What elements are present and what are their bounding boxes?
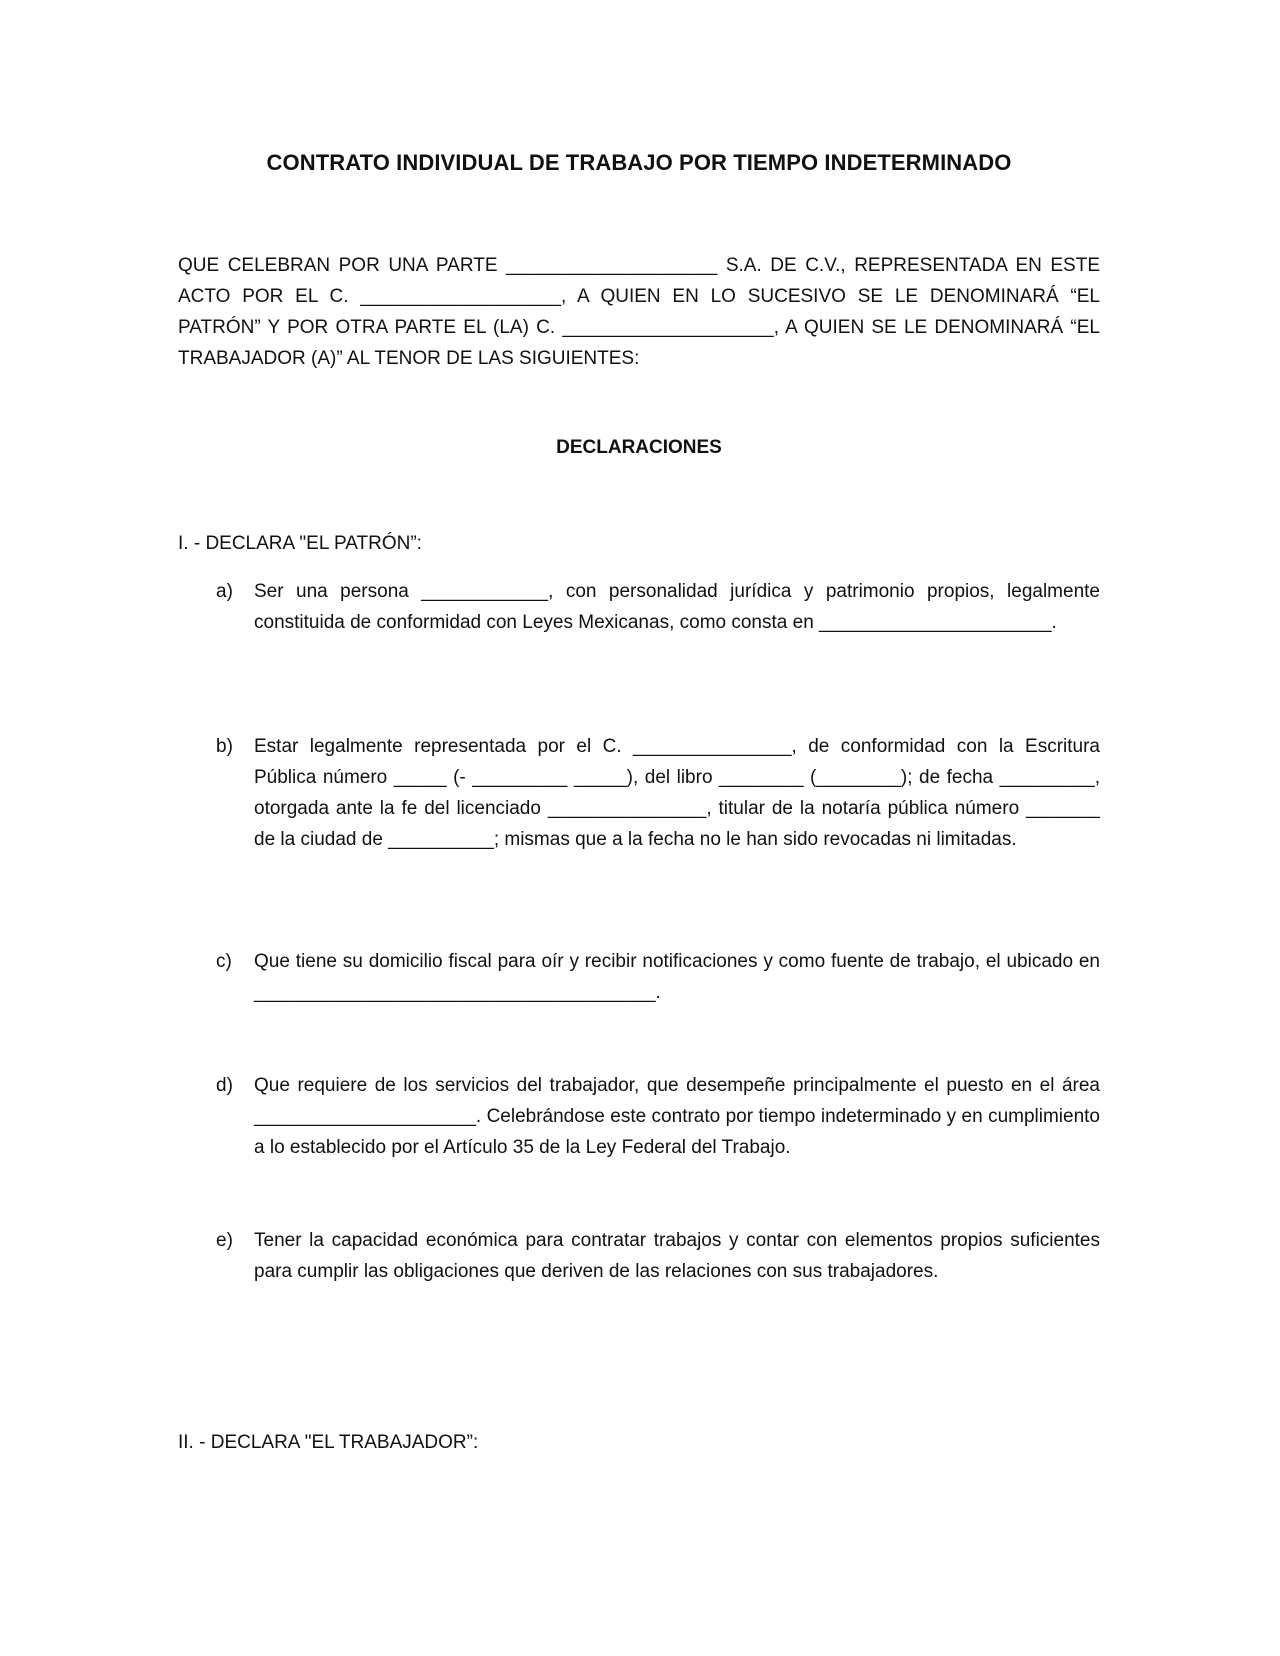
list-item [216,1225,1100,1287]
list-marker: c) [216,951,232,972]
list-item-text: Estar legalmente representada por el C. _______________, de conformidad con la Escritura Pública número _____ (- _________ _____), del libro ________ (________); de fecha _________, otorgada ante la fe del licenciado _______________, titular de la notaría pública número _______ de la ciudad de __________; mismas que a la fecha no le han sido revocadas ni limitadas. [254,736,1100,850]
section-heading-declaraciones: DECLARACIONES [556,437,722,458]
list-item [216,946,1100,1008]
list-item [216,1070,1100,1163]
list-marker: d) [216,1075,233,1096]
document-page [178,0,1100,1656]
list-item [216,576,1100,638]
declara-trabajador-heading: II. - DECLARA "EL TRABAJADOR”: [178,1432,479,1453]
list-item-text: Ser una persona ____________, con personalidad jurídica y patrimonio propios, legalmente constituida de conformidad con Leyes Mexicanas, como consta en ______________________. [254,581,1100,633]
list-item-text: Tener la capacidad económica para contratar trabajos y contar con elementos propios suficientes para cumplir las obligaciones que deriven de las relaciones con sus trabajadores. [254,1230,1100,1282]
intro-paragraph: QUE CELEBRAN POR UNA PARTE ____________________ S.A. DE C.V., REPRESENTADA EN ESTE ACTO POR EL C. ___________________, A QUIEN EN LO SUCESIVO SE LE DENOMINARÁ “EL PATRÓN” Y POR OTRA PARTE EL (LA) C. ____________________, A QUIEN SE LE DENOMINARÁ “EL TRABAJADOR (A)” AL TENOR DE LAS SIGUIENTES: [178,255,1100,369]
declara-patron-heading: I. - DECLARA "EL PATRÓN”: [178,533,422,554]
list-item-text: Que requiere de los servicios del trabajador, que desempeñe principalmente el puesto en el área _____________________. Celebrándose este contrato por tiempo indeterminado y en cumplimiento a lo establecido por el Artículo 35 de la Ley Federal del Trabajo. [254,1075,1100,1158]
list-marker: b) [216,736,233,757]
list-marker: a) [216,581,233,602]
list-marker: e) [216,1230,233,1251]
list-item [216,731,1100,855]
list-item-text: Que tiene su domicilio fiscal para oír y recibir notificaciones y como fuente de trabajo, el ubicado en ______________________________________. [254,951,1100,1003]
document-title: CONTRATO INDIVIDUAL DE TRABAJO POR TIEMPO INDETERMINADO [266,150,1012,175]
